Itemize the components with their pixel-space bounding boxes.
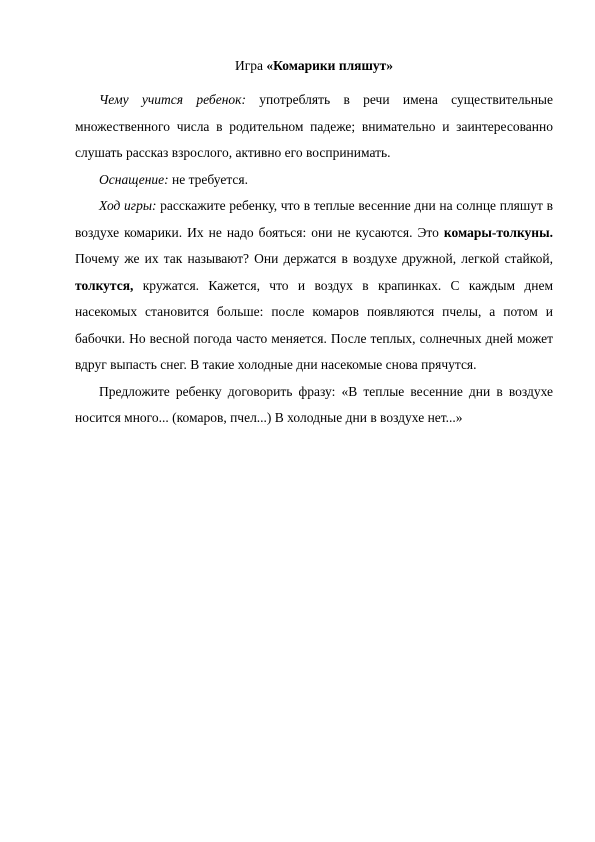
- paragraph-text: Предложите ребенку договорить фразу: «В теплые весенние дни в воздухе носится много... (комаров, пчел...) В холодные дни в воздухе нет...»: [75, 383, 553, 425]
- document-page: [75, 56, 553, 432]
- paragraph-text: употреблять в речи имена существительные множественного числа в родительном падеже; внимательно и заинтересованно слушать рассказ взрослого, активно его воспринимать.: [75, 92, 553, 160]
- bold-term: толкутся,: [75, 277, 134, 293]
- title-prefix: Игра: [234, 58, 267, 73]
- bold-term: комары-толкуны.: [443, 224, 553, 240]
- document-title: [75, 56, 553, 76]
- paragraph-learning-goal: [75, 87, 553, 167]
- paragraph-text: Почему же их так называют? Они держатся в воздухе дружной, легкой стайкой,: [75, 251, 553, 266]
- paragraph-label: Ход игры:: [99, 198, 157, 213]
- paragraph-equipment: [75, 167, 553, 194]
- paragraph-text: расскажите ребенку, что в теплые весенние дни на солнце пляшут в воздухе комарики. Их не надо бояться: они не кусаются. Это: [75, 198, 553, 240]
- paragraph-label: Чему учится ребенок:: [99, 92, 246, 107]
- paragraph-text: не требуется.: [168, 171, 248, 187]
- title-game-name: «Комарики пляшут»: [266, 58, 394, 73]
- paragraph-game-course: [75, 193, 553, 379]
- paragraph-label: Оснащение:: [99, 171, 169, 187]
- paragraph-text: кружатся. Кажется, что и воздух в крапинках. С каждым днем насекомых становится больше: после комаров появляются пчелы, а потом и бабочки. Но весной погода часто меняется. После теплых, солнечных дней может вдруг выпасть снег. В такие холодные дни насекомые снова прячутся.: [75, 277, 553, 372]
- paragraph-task: [75, 379, 553, 432]
